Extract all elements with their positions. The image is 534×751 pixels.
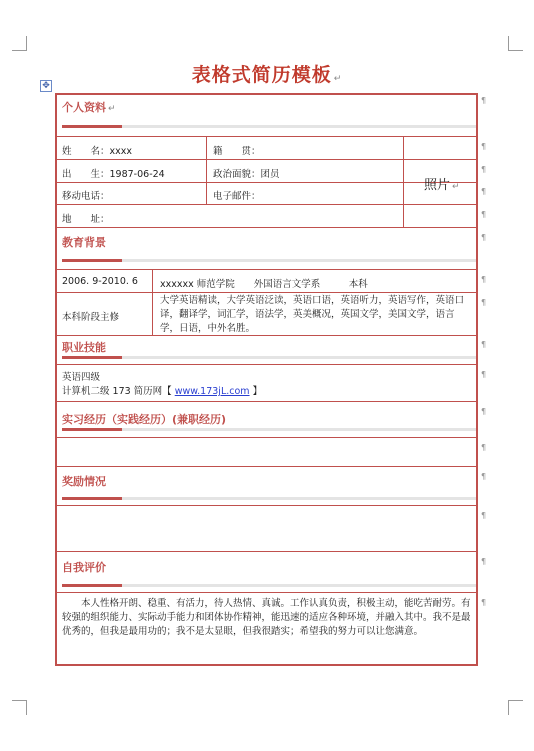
website-link[interactable]: www.173jL.com (174, 386, 250, 397)
row-end-mark: ¶ (481, 298, 487, 307)
section-title-text: 奖励情况 (62, 475, 106, 488)
row-end-mark: ¶ (481, 233, 487, 242)
page-corner-mark (12, 36, 27, 51)
photo-label: 照片 (424, 178, 451, 193)
section-underline (62, 584, 476, 587)
row-end-mark: ¶ (481, 557, 487, 566)
courses-label[interactable]: 本科阶段主修 (62, 312, 120, 323)
courses-list[interactable]: 大学英语精读，大学英语泛读，英语口语，英语听力，英语写作，英语口译，翻译学，词汇学，语法学，英美概况，英国文学，美国文学，语言学，日语，中外名胜。 (160, 295, 465, 334)
row-end-mark: ¶ (481, 511, 487, 520)
table-rule (55, 269, 478, 270)
table-rule (55, 136, 478, 137)
section-title-internship[interactable] (62, 411, 226, 427)
section-title-education[interactable] (62, 234, 106, 250)
page-corner-mark (508, 36, 523, 51)
row-end-mark: ¶ (481, 340, 487, 349)
table-rule (55, 204, 478, 205)
table-rule (55, 182, 478, 183)
political-field[interactable]: 政治面貌：团员 (213, 169, 280, 180)
section-title-text: 个人资料 (62, 101, 106, 114)
row-end-mark: ¶ (481, 187, 487, 196)
row-end-mark: ¶ (481, 472, 487, 481)
birth-field[interactable]: 出 生：1987-06-24 (62, 169, 165, 180)
skill-computer[interactable] (62, 383, 262, 397)
table-rule (55, 551, 478, 552)
skill-computer-text: 计算机二级 173 简历网【 (62, 386, 172, 397)
paragraph-mark: ↵ (108, 104, 116, 114)
skill-english[interactable]: 英语四级 (62, 372, 101, 383)
table-rule (55, 437, 478, 438)
table-rule (55, 401, 478, 402)
row-end-mark: ¶ (481, 142, 487, 151)
row-end-mark: ¶ (481, 275, 487, 284)
section-title-text: 实习经历（实践经历）(兼职经历) (62, 413, 227, 426)
section-title-text: 自我评价 (62, 561, 106, 574)
education-school[interactable]: xxxxxx 师范学院 外国语言文学系 本科 (160, 279, 368, 290)
table-rule (152, 269, 153, 335)
mobile-field[interactable]: 移动电话： (62, 191, 110, 202)
row-end-mark: ¶ (481, 407, 487, 416)
section-title-self-eval[interactable] (62, 559, 106, 575)
skill-computer-suffix: 】 (252, 386, 263, 397)
row-end-mark: ¶ (481, 370, 487, 379)
education-period[interactable]: 2006. 9-2010. 6 (62, 276, 138, 287)
address-field[interactable]: 地 址： (62, 214, 110, 225)
section-underline (62, 428, 476, 431)
row-end-mark: ¶ (481, 443, 487, 452)
hometown-field[interactable]: 籍 贯： (213, 146, 261, 157)
section-underline (62, 356, 476, 359)
document-title[interactable] (0, 60, 534, 87)
document-title-text: 表格式简历模板 (191, 64, 332, 86)
table-rule (55, 227, 478, 228)
photo-placeholder[interactable] (424, 174, 460, 193)
section-title-awards[interactable] (62, 473, 106, 489)
paragraph-mark: ↵ (333, 74, 343, 84)
email-field[interactable]: 电子邮件： (213, 191, 261, 202)
row-end-mark: ¶ (481, 210, 487, 219)
table-move-handle-icon[interactable]: ✥ (40, 80, 52, 92)
section-title-text: 职业技能 (62, 341, 106, 354)
section-title-text: 教育背景 (62, 236, 106, 249)
section-underline (62, 497, 476, 500)
name-field[interactable]: 姓 名：xxxx (62, 146, 132, 157)
table-rule (55, 292, 478, 293)
page-corner-mark (12, 700, 27, 715)
section-title-skills[interactable] (62, 339, 106, 355)
row-end-mark: ¶ (481, 598, 487, 607)
section-underline (62, 125, 476, 128)
row-end-mark: ¶ (481, 165, 487, 174)
table-rule (206, 136, 207, 204)
section-title-personal[interactable] (62, 99, 116, 115)
page-corner-mark (508, 700, 523, 715)
table-rule (55, 466, 478, 467)
section-underline (62, 259, 476, 262)
table-rule (55, 159, 478, 160)
table-rule (55, 364, 478, 365)
table-rule (55, 505, 478, 506)
self-eval-text[interactable]: 本人性格开朗、稳重、有活力，待人热情、真诚。工作认真负责，积极主动，能吃苦耐劳。有较强的组织能力、实际动手能力和团体协作精神，能迅速的适应各种环境，并融入其中。我不是最优秀的，但我是最用功的；我不是太显眼，但我很踏实；希望我的努力可以让您满意。 (62, 598, 471, 637)
table-rule (55, 592, 478, 593)
row-end-mark: ¶ (481, 96, 487, 105)
table-rule (403, 136, 404, 227)
paragraph-mark: ↵ (452, 182, 460, 192)
